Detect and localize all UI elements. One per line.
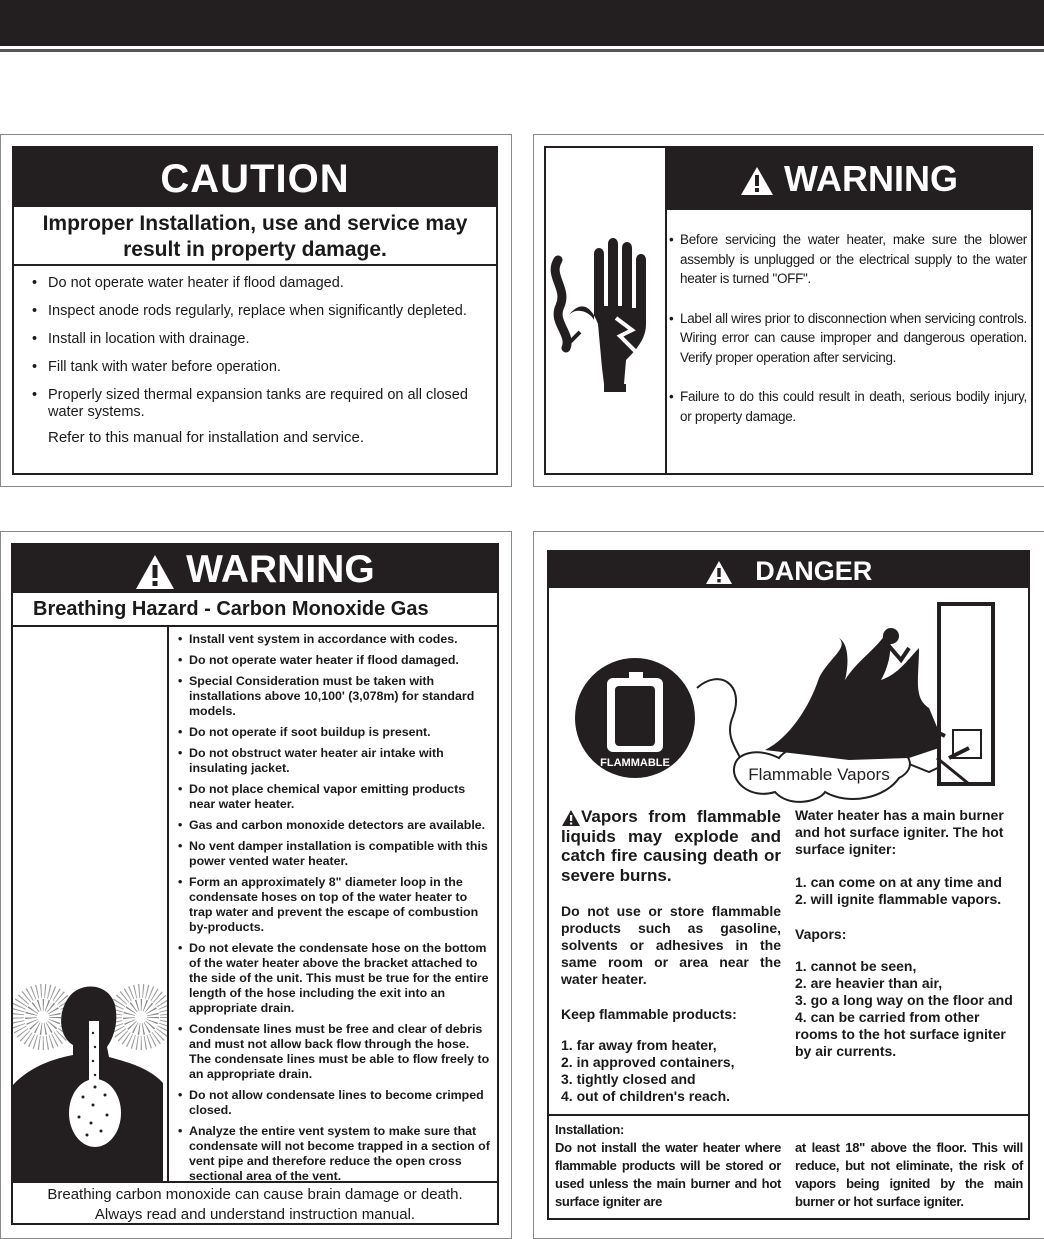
list-item: 3. tightly closed and [561,1071,696,1088]
flammable-vapors-illustration [549,588,1028,806]
danger-title: DANGER [549,552,1028,588]
list-item: 1. cannot be seen, [795,958,917,974]
flammable-label: FLAMMABLE [600,757,670,769]
list-item: • Label all wires prior to disconnection when servicing controls. Wiring error can cause improper and dangerous operation. Verify proper operation after servicing. [669,309,1027,368]
vapors-list [795,958,1023,1060]
co-warning-title: WARNING [13,545,497,593]
list-item: • Install in location with drainage. [48,331,486,348]
list-item: • Do not place chemical vapor emitting products near water heater. [189,782,493,812]
list-item: • Failure to do this could result in death, serious bodily injury, or property damage. [669,387,1027,426]
list-item: 1. can come on at any time and [795,874,1002,890]
vapors-heading: Vapors: [795,926,847,942]
list-item: 4. out of children's reach. [561,1088,731,1105]
list-item: 2. will ignite flammable vapors. [795,891,1002,907]
list-item: • Do not operate water heater if flood damaged. [48,275,486,292]
header-bar [0,0,1044,46]
warning-triangle-icon [740,166,774,196]
electric-shock-icon [546,148,667,473]
list-item: • Special Consideration must be taken with installations above 10,100' (3,078m) for standard models. [189,674,493,719]
electrical-warning-label [533,134,1044,487]
list-item: • Analyze the entire vent system to make sure that condensate will not become trapped in a section of vent pipe and therefore reduce the open cross sectional area of the vent. [189,1124,493,1184]
list-item: 1. far away from heater, [561,1037,717,1054]
electrical-warning-title: WARNING [667,148,1031,210]
vapors-label: Flammable Vapors [748,765,890,784]
caution-title: CAUTION [14,148,496,207]
installation-text-a: Do not install the water heater where flammable products will be stored or used unless the main burner and hot surface igniter are [555,1140,781,1209]
header-rule [0,49,1044,52]
list-item: • Form an approximately 8" diameter loop in the condensate hoses on top of the water heater to trap water and prevent the escape of combustion by-products. [189,875,493,935]
installation-box [549,1114,1028,1220]
list-item: • Gas and carbon monoxide detectors are available. [189,818,493,833]
vapors-warning: Vapors from flammable liquids may explode and catch fire causing death or severe burns. [561,807,781,885]
caution-list [14,266,496,421]
caution-subtitle: Improper Installation, use and service may result in property damage. [14,207,496,266]
warning-triangle-icon [705,560,733,585]
keep-heading: Keep flammable products: [561,1006,737,1023]
carbon-monoxide-warning-label [0,531,512,1239]
danger-label [533,531,1044,1239]
list-item: 2. are heavier than air, [795,975,943,991]
list-item: • Do not operate water heater if flood damaged. [189,653,493,668]
heater-text: Water heater has a main burner and hot surface igniter. The hot surface igniter: [795,807,1004,857]
list-item: • Condensate lines must be free and clear of debris and must not allow back flow through the hose. The condensate lines must be able to flow freely to an appropriate drain. [189,1022,493,1082]
list-item: • Inspect anode rods regularly, replace when significantly depleted. [48,303,486,320]
list-item: • No vent damper installation is compatible with this power vented water heater. [189,839,493,869]
keep-list [561,1037,781,1105]
caution-label [0,134,512,487]
co-warning-subtitle: Breathing Hazard - Carbon Monoxide Gas [13,593,497,627]
co-warning-footer: Breathing carbon monoxide can cause brain damage or death. Always read and understand instruction manual. [13,1181,497,1225]
list-item: 4. can be carried from other rooms to the hot surface igniter by air currents. [795,1009,1006,1059]
list-item: 2. in approved containers, [561,1054,735,1071]
caution-refer: Refer to this manual for installation and service. [48,429,364,446]
installation-title: Installation: [555,1122,625,1137]
list-item: • Do not allow condensate lines to become crimped closed. [189,1088,493,1118]
installation-text-b: at least 18" above the floor. This will reduce, but not eliminate, the risk of vapors being ignited by the main burner or hot surface igniter. [795,1140,1023,1209]
list-item: • Do not obstruct water heater air intake with insulating jacket. [189,746,493,776]
warning-triangle-icon [561,809,581,827]
heater-list [795,874,1023,908]
breathing-hazard-icon [13,627,169,1181]
list-item: • Fill tank with water before operation. [48,359,486,376]
list-item: • Install vent system in accordance with codes. [189,632,493,647]
list-item: • Do not operate if soot buildup is present. [189,725,493,740]
warning-triangle-icon [135,554,175,590]
list-item: 3. go a long way on the floor and [795,992,1013,1008]
list-item: • Do not elevate the condensate hose on the bottom of the water heater above the bracket attached to the side of the unit. This must be true for the entire length of the hose including the exit into an appropriate drain. [189,941,493,1016]
do-not-use-text: Do not use or store flammable products such as gasoline, solvents or adhesives in the same room or area near the water heater. [561,903,781,988]
list-item: • Before servicing the water heater, make sure the blower assembly is unplugged or the electrical supply to the water heater is turned "OFF". [669,230,1027,289]
list-item: • Properly sized thermal expansion tanks are required on all closed water systems. [48,387,486,421]
